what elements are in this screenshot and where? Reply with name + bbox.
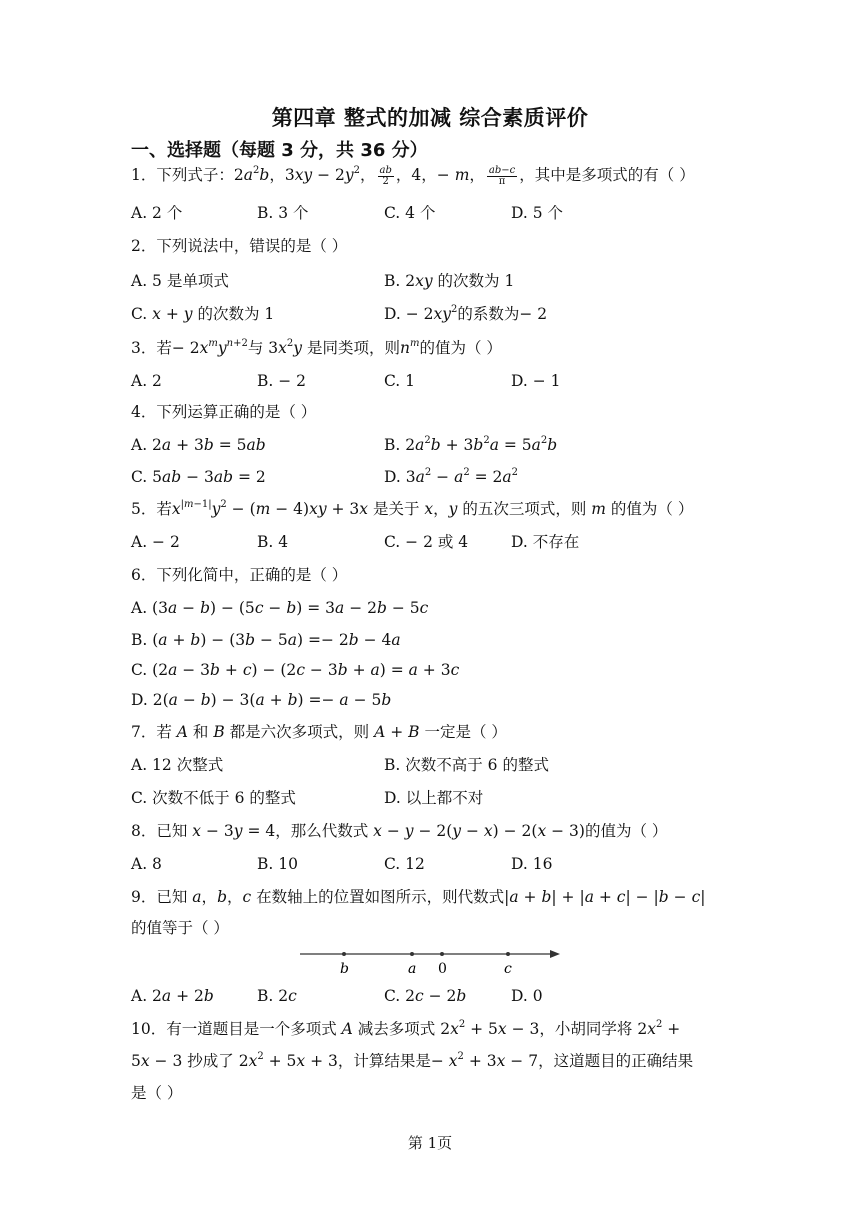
q8-option-d[interactable]: D. 16 [511,855,553,873]
point-a [410,952,414,956]
q2-option-c[interactable]: C. x + y 的次数为 1 [131,305,275,323]
question-1-stem: 1．下列式子：$2a^2b$，$3xy - 2y^2$， $\frac{ab}{2}$ ，4，− m， $\frac{ab-c}{\pi}$ ，其中是多项式的有（ ） [131,165,695,187]
label-a: a [408,961,417,977]
q6-option-b[interactable]: B. (a + b) − (3b − 5a) =− 2b − 4a [131,631,401,649]
question-10-line3: 是（ ） [131,1084,183,1102]
label-b: b [340,961,349,977]
question-6-stem: 6．下列化简中，正确的是（ ） [131,566,348,584]
question-10-line1: 10．有一道题目是一个多项式 A 减去多项式 $2x^2 + 5x - 3$，小胡同学将 $2x^2$ + [131,1019,681,1038]
q1-option-b[interactable]: B. 3 个 [257,204,309,222]
label-zero: 0 [438,961,447,977]
question-10-line2: 5x − 3 抄成了 $2x^2 + 5x + 3$，计算结果是− $x^2 + 3x - 7$，这道题目的正确结果 [131,1051,694,1070]
q8-option-c[interactable]: C. 12 [384,855,425,873]
q1-option-a[interactable]: A. 2 个 [131,204,183,222]
question-2-stem: 2．下列说法中，错误的是（ ） [131,237,348,255]
q1-expressions: $2a^2b$，$3xy - 2y^2$， $\frac{ab}{2}$ ，4，− m， $\frac{ab-c}{\pi}$ [233,165,516,187]
q4-option-d[interactable]: D. $3a^2 - a^2 = 2a^2$ [384,467,519,486]
section-heading: 一、选择题（每题 3 分，共 36 分） [131,140,428,161]
q7-option-c[interactable]: C. 次数不低于 6 的整式 [131,789,296,807]
number-line [296,944,566,978]
point-zero [440,952,444,956]
q9-option-c[interactable]: C. 2c − 2b [384,987,467,1005]
question-8-stem: 8．已知 x − 3y = 4，那么代数式 x − y − 2(y − x) − 2(x − 3)的值为（ ） [131,822,668,840]
q2-option-a[interactable]: A. 5 是单项式 [131,272,229,290]
point-b [342,952,346,956]
q4-option-c[interactable]: C. 5ab − 3ab = 2 [131,468,266,486]
q9-option-d[interactable]: D. 0 [511,987,543,1005]
question-9-stem-cont: 的值等于（ ） [131,919,229,937]
q5-option-b[interactable]: B. 4 [257,533,289,551]
question-3-stem: 3．若− $2x^my^{n+2}$与 $3x^2y$ 是同类项，则$n^m$的值为（ ） [131,338,502,357]
q6-option-d[interactable]: D. 2(a − b) − 3(a + b) =− a − 5b [131,691,392,709]
q3-option-c[interactable]: C. 1 [384,372,416,390]
q4-option-a[interactable]: A. 2a + 3b = 5ab [131,436,266,454]
page-number: 第 1页 [407,1134,453,1152]
q5-option-d[interactable]: D. 不存在 [511,533,580,551]
q3-option-d[interactable]: D. − 1 [511,372,561,390]
q4-option-b[interactable]: B. $2a^2b + 3b^2a = 5a^2b$ [384,435,558,454]
q8-option-b[interactable]: B. 10 [257,855,298,873]
q1-option-c[interactable]: C. 4 个 [384,204,436,222]
point-c [506,952,510,956]
q7-option-a[interactable]: A. 12 次整式 [131,756,224,774]
q6-option-a[interactable]: A. (3a − b) − (5c − b) = 3a − 2b − 5c [131,599,429,617]
question-7-stem: 7．若 A 和 B 都是六次多项式，则 A + B 一定是（ ） [131,723,507,741]
page-title: 第四章 整式的加减 综合素质评价 [271,106,589,130]
q2-option-b[interactable]: B. 2xy 的次数为 1 [384,272,515,290]
q3-option-b[interactable]: B. − 2 [257,372,307,390]
q5-option-a[interactable]: A. − 2 [131,533,180,551]
q9-option-a[interactable]: A. 2a + 2b [131,987,214,1005]
question-4-stem: 4．下列运算正确的是（ ） [131,403,317,421]
question-5-stem: 5．若$x^{|m-1|}y^2 - (m - 4)xy + 3x$ 是关于 x，y 的五次三项式，则 m 的值为（ ） [131,499,694,518]
q7-option-b[interactable]: B. 次数不高于 6 的整式 [384,756,549,774]
q6-option-c[interactable]: C. (2a − 3b + c) − (2c − 3b + a) = a + 3c [131,661,460,679]
q7-option-d[interactable]: D. 以上都不对 [384,789,484,807]
label-c: c [504,961,512,977]
q1-option-d[interactable]: D. 5 个 [511,204,564,222]
q5-option-c[interactable]: C. − 2 或 4 [384,533,469,551]
q9-option-b[interactable]: B. 2c [257,987,297,1005]
q3-option-a[interactable]: A. 2 [131,372,162,390]
arrow-icon [550,950,560,958]
q8-option-a[interactable]: A. 8 [131,855,162,873]
question-9-stem: 9．已知 a，b，c 在数轴上的位置如图所示，则代数式|a + b| + |a + c| − |b − c| [131,888,706,906]
q2-option-d[interactable]: D. − $2xy^2$的系数为− 2 [384,304,548,323]
